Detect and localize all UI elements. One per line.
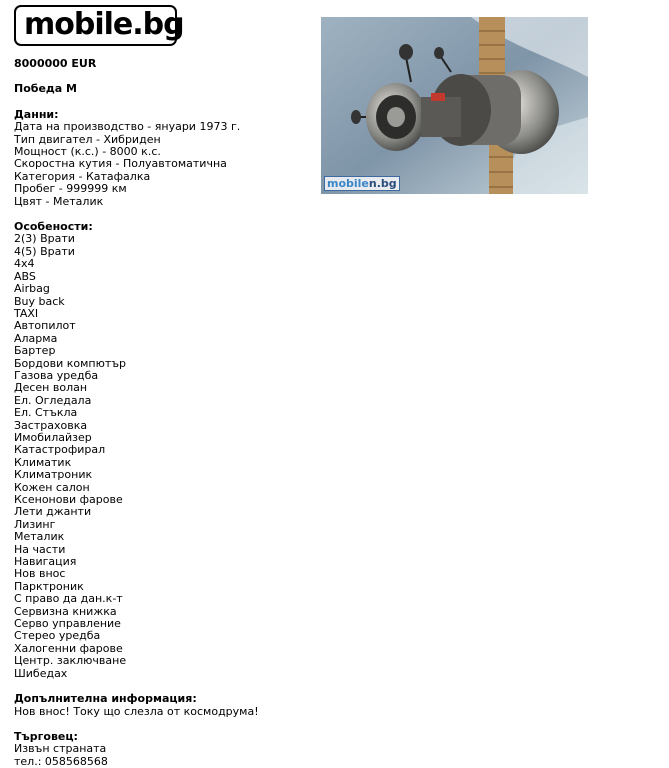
- feature-item: 4x4: [14, 257, 35, 271]
- seller-location: Извън страната: [14, 742, 107, 756]
- feature-item: Серво управление: [14, 617, 121, 631]
- data-line: Скоростна кутия - Полуавтоматична: [14, 157, 227, 171]
- feature-item: Халогенни фарове: [14, 641, 123, 655]
- feature-item: Катастрофирал: [14, 443, 106, 457]
- additional-heading: Допълнителна информация:: [14, 692, 197, 706]
- feature-item: Газова уредба: [14, 368, 99, 382]
- feature-item: Buy back: [14, 294, 65, 308]
- feature-item: Климатроник: [14, 468, 93, 482]
- seller-heading: Търговец:: [14, 729, 78, 743]
- data-line: Мощност (к.с.) - 8000 к.с.: [14, 145, 161, 159]
- feature-item: Имобилайзер: [14, 430, 92, 444]
- feature-item: Аларма: [14, 331, 58, 345]
- listing-price: 8000000 EUR: [14, 57, 97, 70]
- feature-item: Кожен салон: [14, 480, 90, 494]
- feature-item: На части: [14, 542, 66, 556]
- feature-item: Бордови компютър: [14, 356, 127, 370]
- feature-item: Ел. Огледала: [14, 393, 92, 407]
- feature-item: Металик: [14, 530, 65, 544]
- feature-item: Ел. Стъкла: [14, 406, 78, 420]
- feature-item: Шибедах: [14, 666, 68, 680]
- photo-watermark: [324, 176, 400, 191]
- feature-item: ABS: [14, 269, 36, 283]
- data-line: Пробег - 999999 км: [14, 182, 127, 196]
- feature-item: Навигация: [14, 555, 77, 569]
- feature-item: Автопилот: [14, 319, 76, 333]
- listing-photo[interactable]: [321, 17, 588, 194]
- feature-item: Климатик: [14, 455, 72, 469]
- feature-item: Застраховка: [14, 418, 88, 432]
- data-line: Тип двигател - Хибриден: [14, 132, 161, 146]
- feature-item: С право да дан.к-т: [14, 592, 123, 606]
- feature-item: Центр. заключване: [14, 654, 127, 668]
- listing-title: Победа М: [14, 82, 77, 96]
- feature-item: Ксенонови фарове: [14, 493, 123, 506]
- feature-item: Бартер: [14, 344, 56, 358]
- listing-info: [14, 58, 314, 768]
- feature-item: TAXI: [14, 306, 39, 320]
- data-line: Категория - Катафалка: [14, 169, 151, 183]
- data-line: Дата на производство - януари 1973 г.: [14, 120, 241, 134]
- site-logo[interactable]: [14, 5, 184, 46]
- watermark-part-b: n.bg: [368, 177, 397, 190]
- feature-item: Сервизна книжка: [14, 604, 117, 618]
- features-list: [14, 233, 314, 680]
- feature-item: Стерео уредба: [14, 629, 101, 643]
- data-line: Цвят - Металик: [14, 194, 104, 208]
- feature-item: 2(3) Врати: [14, 232, 75, 246]
- logo-text: mobile.bg: [24, 7, 184, 43]
- features-heading: Особености:: [14, 220, 93, 234]
- data-list: [14, 121, 314, 208]
- seller-phone[interactable]: тел.: 058568568: [14, 754, 108, 768]
- feature-item: Лети джанти: [14, 505, 92, 519]
- additional-text: Нов внос! Току що слезла от космодрума!: [14, 704, 259, 718]
- feature-item: Парктроник: [14, 579, 84, 593]
- data-heading: Данни:: [14, 107, 59, 121]
- feature-item: Десен волан: [14, 381, 88, 395]
- feature-item: 4(5) Врати: [14, 244, 75, 258]
- feature-item: Airbag: [14, 282, 50, 296]
- feature-item: Лизинг: [14, 517, 56, 531]
- spacecraft-image: [321, 17, 588, 194]
- feature-item: Нов внос: [14, 567, 66, 581]
- watermark-part-a: mobile: [327, 177, 369, 190]
